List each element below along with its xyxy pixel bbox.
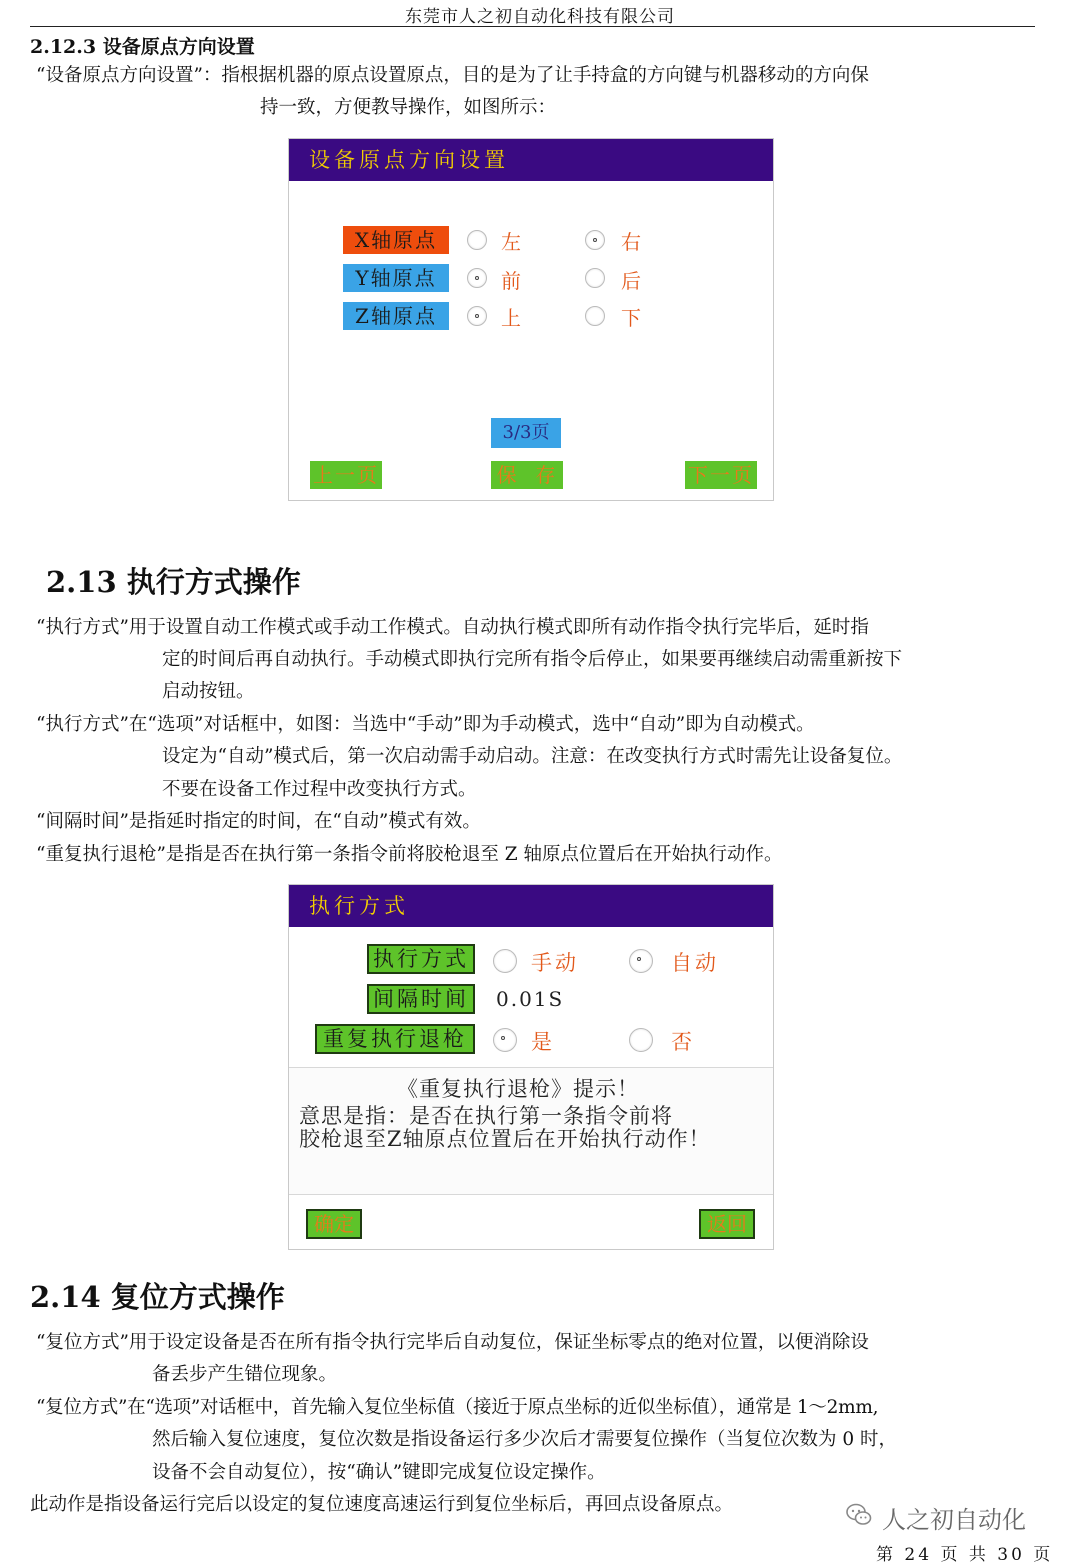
execution-mode-panel <box>288 884 774 1250</box>
z-origin-label: Z轴原点 <box>343 302 449 330</box>
radio-x-right[interactable] <box>585 230 605 250</box>
origin-direction-panel <box>288 138 774 501</box>
back-button[interactable]: 返回 <box>699 1209 755 1239</box>
prev-page-button[interactable]: 上一页 <box>310 461 382 489</box>
option-label: 是 <box>531 1030 552 1054</box>
interval-time-label: 间隔时间 <box>367 984 475 1014</box>
option-label: 下 <box>621 306 641 330</box>
paragraph-line: 然后输入复位速度，复位次数是指设备运行多少次后才需要复位操作（当复位次数为 0 时， <box>152 1429 898 1450</box>
paragraph-line: “复位方式”用于设定设备是否在所有指令执行完毕后自动复位，保证坐标零点的绝对位置，以便消除设 <box>36 1332 869 1353</box>
hint-title: 《重复执行退枪》提示！ <box>397 1077 639 1101</box>
option-label: 左 <box>501 230 521 254</box>
x-origin-label: X轴原点 <box>343 226 449 254</box>
radio-retract-yes[interactable] <box>493 1028 517 1052</box>
radio-z-up[interactable] <box>467 306 487 326</box>
wechat-icon <box>846 1502 872 1528</box>
radio-manual[interactable] <box>493 949 517 973</box>
option-label: 自动 <box>671 951 719 975</box>
paragraph-line: “重复执行退枪”是指是否在执行第一条指令前将胶枪退至 Z 轴原点位置后在开始执行动作。 <box>36 844 783 865</box>
paragraph-line: “设备原点方向设置”：指根据机器的原点设置原点，目的是为了让手持盒的方向键与机器移动的方向保 <box>36 65 869 86</box>
section-heading-2-14: 2.14 复位方式操作 <box>30 1280 285 1314</box>
paragraph-line: “执行方式”在“选项”对话框中，如图：当选中“手动”即为手动模式，选中“自动”即为自动模式。 <box>36 714 815 735</box>
paragraph-line: 持一致，方便教导操作，如图所示： <box>260 97 557 118</box>
paragraph-line: 启动按钮。 <box>162 681 255 702</box>
next-page-button[interactable]: 下一页 <box>685 461 757 489</box>
header-company: 东莞市人之初自动化科技有限公司 <box>405 7 675 27</box>
radio-auto[interactable] <box>629 949 653 973</box>
paragraph-line: 设定为“自动”模式后，第一次启动需手动启动。注意：在改变执行方式时需先让设备复位。 <box>162 746 903 767</box>
paragraph-line: 此动作是指设备运行完后以设定的复位速度高速运行到复位坐标后，再回点设备原点。 <box>30 1494 734 1515</box>
panel-title: 执行方式 <box>289 885 773 927</box>
option-label: 前 <box>501 269 521 293</box>
paragraph-line: 定的时间后再自动执行。手动模式即执行完所有指令后停止，如果要再继续启动需重新按下 <box>162 649 903 670</box>
paragraph-line: “执行方式”用于设置自动工作模式或手动工作模式。自动执行模式即所有动作指令执行完毕后，延时指 <box>36 617 869 638</box>
radio-retract-no[interactable] <box>629 1028 653 1052</box>
radio-x-left[interactable] <box>467 230 487 250</box>
hint-box <box>289 1067 773 1195</box>
paragraph-line: “复位方式”在“选项”对话框中，首先输入复位坐标值（接近于原点坐标的近似坐标值），通常是 1～2mm, <box>36 1397 879 1418</box>
panel-title: 设备原点方向设置 <box>289 139 773 181</box>
section-heading-2-12-3: 2.12.3 设备原点方向设置 <box>30 36 255 58</box>
radio-y-back[interactable] <box>585 268 605 288</box>
option-label: 上 <box>501 306 521 330</box>
page-footer: 第 24 页 共 30 页 <box>876 1545 1054 1565</box>
save-button[interactable]: 保 存 <box>491 461 563 489</box>
option-label: 手动 <box>531 951 579 975</box>
option-label: 否 <box>671 1030 692 1054</box>
interval-time-value[interactable]: 0.01S <box>496 987 565 1011</box>
option-label: 右 <box>621 230 641 254</box>
option-label: 后 <box>621 269 641 293</box>
repeat-retract-label: 重复执行退枪 <box>315 1024 475 1054</box>
header-rule <box>30 26 1035 27</box>
hint-line: 胶枪退至Z轴原点位置后在开始执行动作！ <box>299 1127 711 1151</box>
radio-z-down[interactable] <box>585 306 605 326</box>
paragraph-line: 备丢步产生错位现象。 <box>152 1364 338 1385</box>
paragraph-line: 设备不会自动复位），按“确认”键即完成复位设定操作。 <box>152 1462 606 1483</box>
paragraph-line: “间隔时间”是指延时指定的时间，在“自动”模式有效。 <box>36 811 481 832</box>
section-heading-2-13: 2.13 执行方式操作 <box>46 565 301 599</box>
y-origin-label: Y轴原点 <box>343 264 449 292</box>
paragraph-line: 不要在设备工作过程中改变执行方式。 <box>162 779 477 800</box>
hint-line: 意思是指：是否在执行第一条指令前将 <box>299 1104 673 1128</box>
page-indicator: 3/3页 <box>491 418 561 448</box>
watermark-text: 人之初自动化 <box>882 1506 1026 1534</box>
ok-button[interactable]: 确定 <box>306 1209 362 1239</box>
radio-y-front[interactable] <box>467 268 487 288</box>
execution-mode-label: 执行方式 <box>367 944 475 974</box>
